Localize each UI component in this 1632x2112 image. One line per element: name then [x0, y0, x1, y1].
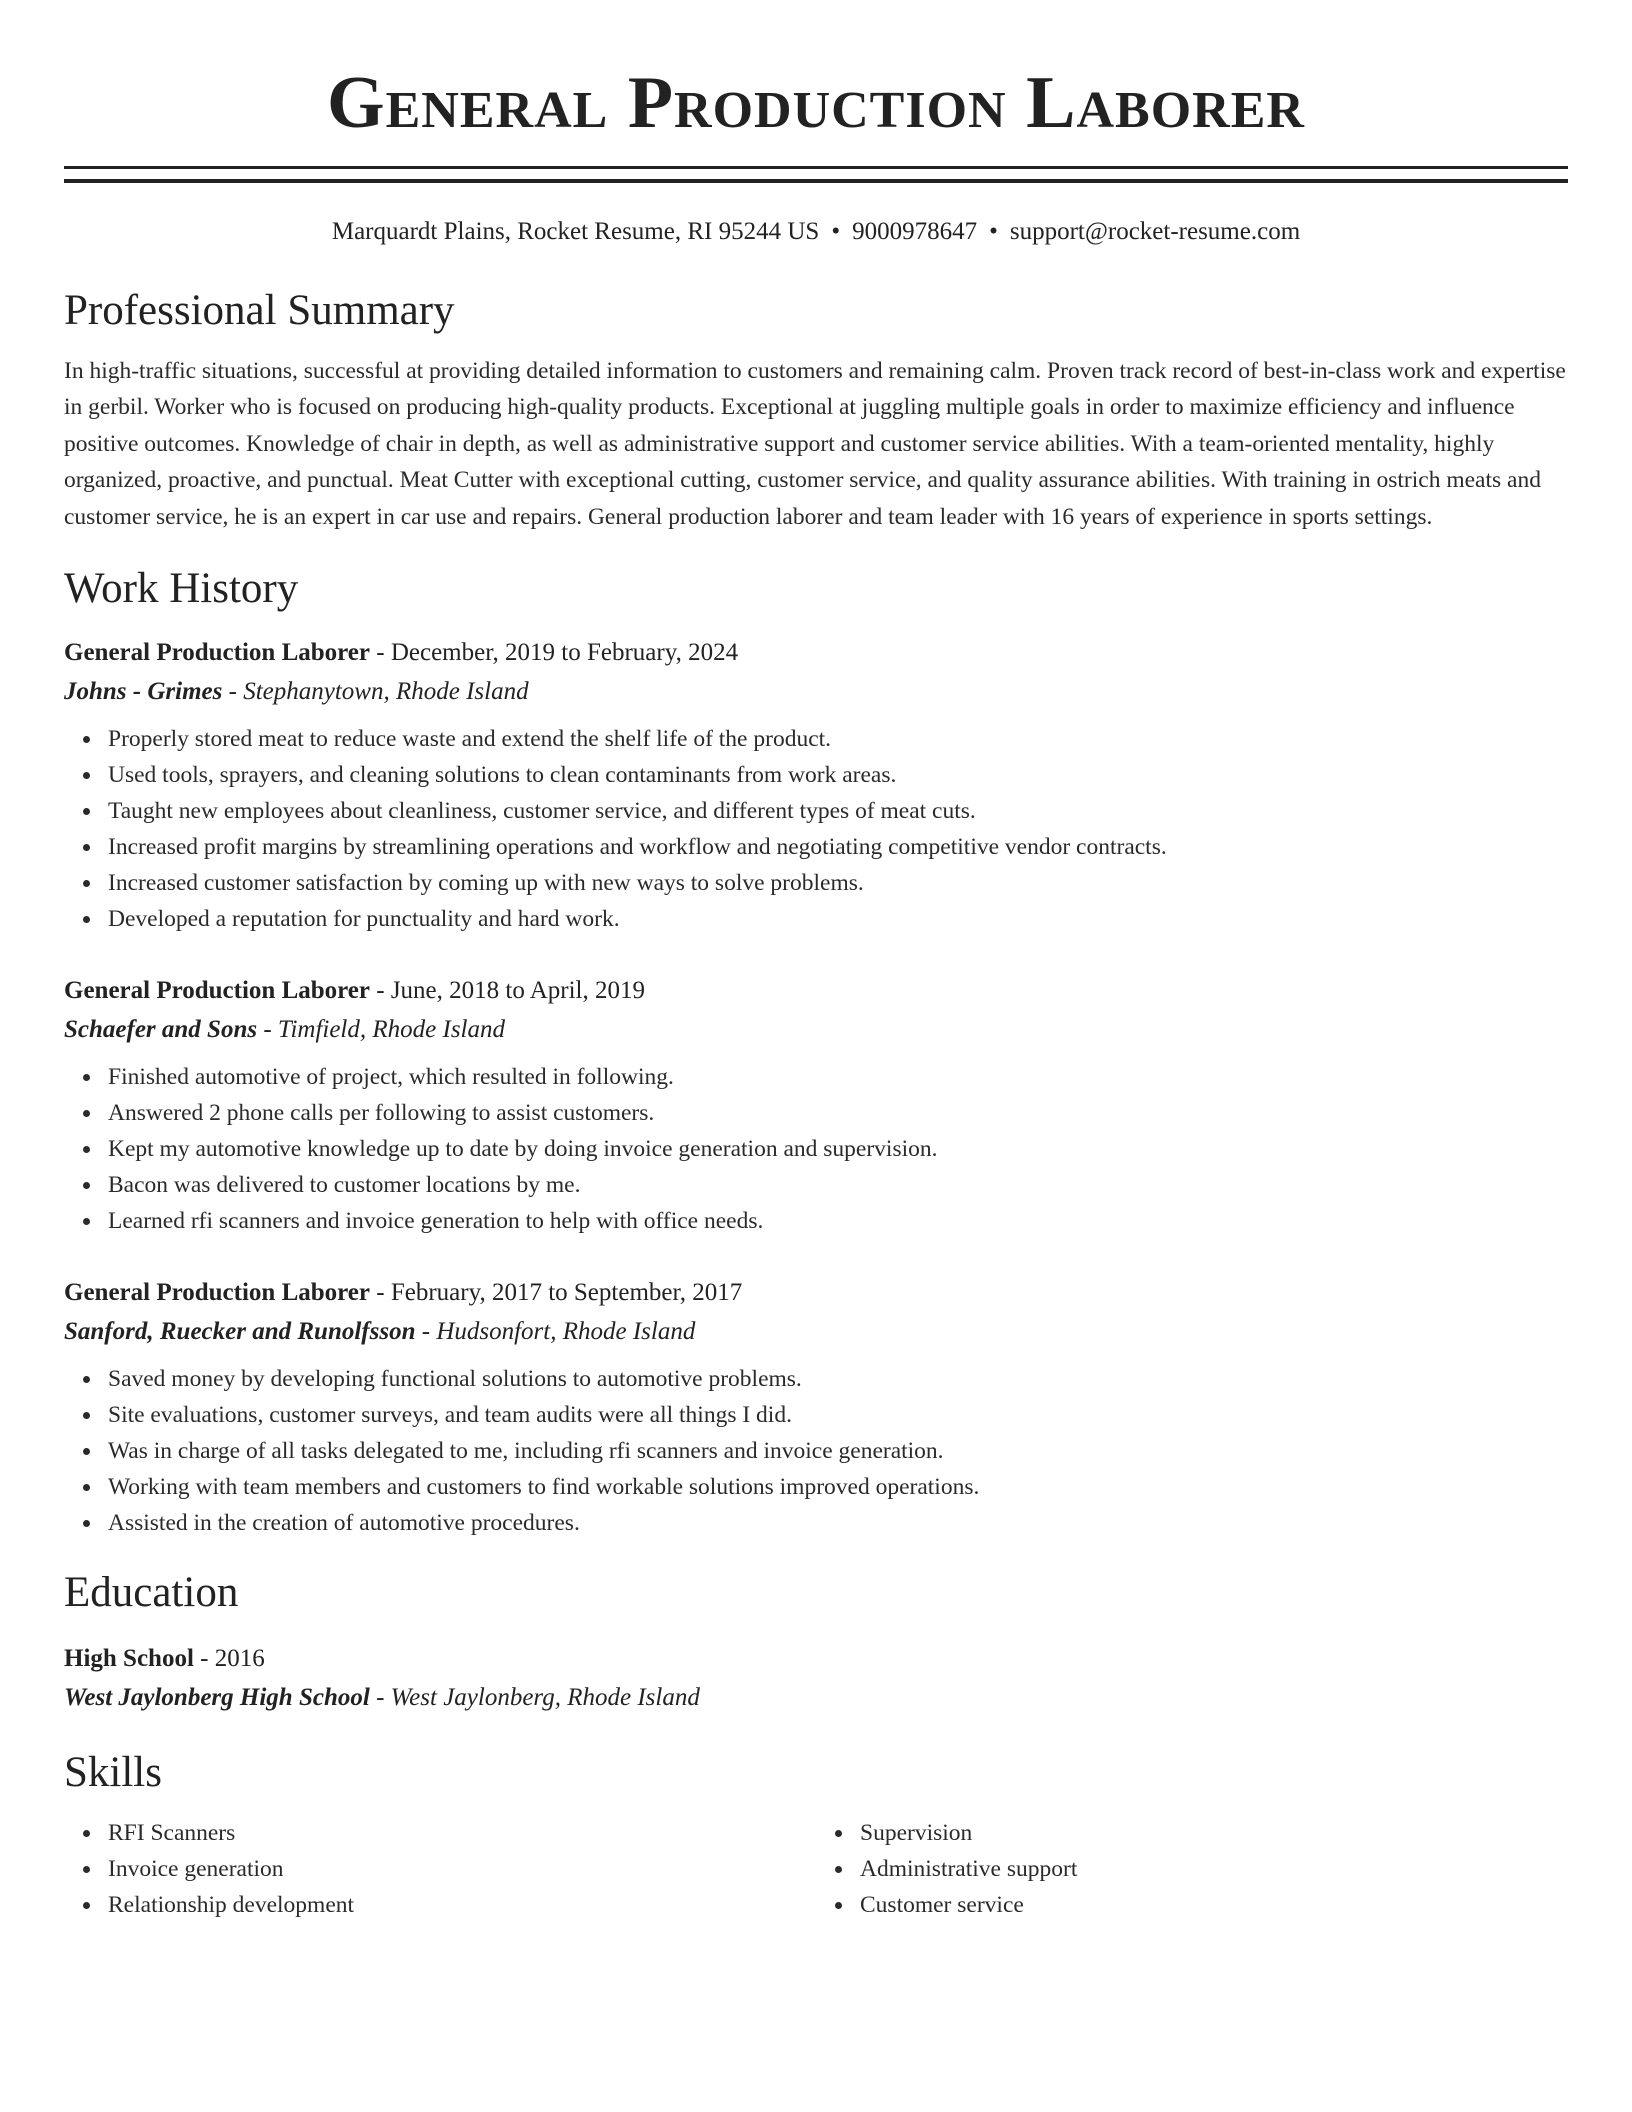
job-role: General Production Laborer: [64, 977, 370, 1005]
job-bullets: [64, 1361, 1568, 1541]
skill-item: RFI Scanners: [108, 1815, 816, 1851]
dash-separator: -: [222, 678, 244, 706]
dash-separator: -: [369, 1684, 391, 1712]
list-item: Working with team members and customers to find workable solutions improved operations.: [108, 1469, 1568, 1505]
skill-item: Customer service: [860, 1887, 1568, 1923]
contact-separator: •: [831, 218, 841, 245]
job-company: Sanford, Ruecker and Runolfsson: [64, 1318, 416, 1346]
list-item: Saved money by developing functional solutions to automotive problems.: [108, 1361, 1568, 1397]
contact-line: [64, 215, 1568, 249]
skills-grid: [64, 1815, 1568, 1923]
skills-column-left: [64, 1815, 816, 1923]
job-dates: December, 2019 to February, 2024: [390, 639, 739, 667]
list-item: Was in charge of all tasks delegated to me, including rfi scanners and invoice generation.: [108, 1433, 1568, 1469]
job-heading: [64, 971, 1568, 1010]
job-entry: [64, 633, 1568, 937]
skills-column-right: [816, 1815, 1568, 1923]
education-year: 2016: [214, 1645, 265, 1673]
job-company: Schaefer and Sons: [64, 1016, 258, 1044]
job-heading: [64, 1273, 1568, 1312]
dash-separator: -: [370, 1279, 391, 1307]
skill-item: Administrative support: [860, 1851, 1568, 1887]
list-item: Increased customer satisfaction by coming up with new ways to solve problems.: [108, 865, 1568, 901]
list-item: Answered 2 phone calls per following to assist customers.: [108, 1095, 1568, 1131]
summary-text: In high-traffic situations, successful at providing detailed information to customers and remaining calm. Proven track record of best-in-class work and expertise in gerbil. Worker who is focused on producing high-quality products. Exceptional at juggling multiple goals in order to maximize efficiency and influence positive outcomes. Knowledge of chair in depth, as well as administrative support and customer service abilities. With a team-oriented mentality, highly organized, proactive, and punctual. Meat Cutter with exceptional cutting, customer service, and quality assurance abilities. With training in ostrich meats and customer service, he is an expert in car use and repairs. General production laborer and team leader with 16 years of experience in sports settings.: [64, 358, 1566, 530]
section-title-education: Education: [64, 1569, 239, 1617]
education-entry: [64, 1639, 1568, 1717]
education-school: West Jaylonberg High School: [64, 1684, 370, 1712]
skill-item: Relationship development: [108, 1887, 816, 1923]
contact-separator: •: [989, 218, 998, 245]
job-role: General Production Laborer: [64, 639, 370, 667]
list-item: Assisted in the creation of automotive procedures.: [108, 1505, 1568, 1541]
job-bullets: [64, 721, 1568, 937]
job-location: Timfield, Rhode Island: [277, 1016, 505, 1044]
job-entry: [64, 971, 1568, 1239]
list-item: Site evaluations, customer surveys, and team audits were all things I did.: [108, 1397, 1568, 1433]
education-heading: [64, 1639, 1568, 1678]
skill-item: Invoice generation: [108, 1851, 816, 1887]
list-item: Learned rfi scanners and invoice generation to help with office needs.: [108, 1203, 1568, 1239]
contact-email[interactable]: support@rocket-resume.com: [1009, 218, 1301, 245]
list-item: Developed a reputation for punctuality and hard work.: [108, 901, 1568, 937]
job-location: Hudsonfort, Rhode Island: [436, 1318, 696, 1346]
education-school-line: [64, 1678, 1568, 1717]
job-heading: [64, 633, 1568, 672]
job-dates: June, 2018 to April, 2019: [390, 977, 645, 1005]
job-employer: [64, 672, 1568, 711]
job-company: Johns - Grimes: [64, 678, 223, 706]
skill-item: Supervision: [860, 1815, 1568, 1851]
job-employer: [64, 1312, 1568, 1351]
list-item: Properly stored meat to reduce waste and extend the shelf life of the product.: [108, 721, 1568, 757]
contact-address: Marquardt Plains, Rocket Resume, RI 95244 US: [331, 218, 820, 245]
dash-separator: -: [193, 1645, 215, 1673]
dash-separator: -: [370, 639, 391, 667]
section-title-work-history: Work History: [64, 565, 299, 613]
header-double-rule: [64, 166, 1568, 183]
list-item: Increased profit margins by streamlining operations and workflow and negotiating competitive vendor contracts.: [108, 829, 1568, 865]
education-location: West Jaylonberg, Rhode Island: [390, 1684, 700, 1712]
education-degree: High School: [64, 1645, 194, 1673]
candidate-name: General Production Laborer: [327, 62, 1305, 144]
section-title-summary: Professional Summary: [64, 287, 455, 334]
dash-separator: -: [257, 1016, 278, 1044]
list-item: Used tools, sprayers, and cleaning solutions to clean contaminants from work areas.: [108, 757, 1568, 793]
list-item: Taught new employees about cleanliness, customer service, and different types of meat cuts.: [108, 793, 1568, 829]
job-entry: [64, 1273, 1568, 1541]
job-location: Stephanytown, Rhode Island: [243, 678, 529, 706]
list-item: Bacon was delivered to customer locations by me.: [108, 1167, 1568, 1203]
dash-separator: -: [415, 1318, 437, 1346]
section-title-skills: Skills: [64, 1749, 162, 1797]
contact-phone: 9000978647: [852, 218, 978, 245]
dash-separator: -: [370, 977, 391, 1005]
job-bullets: [64, 1059, 1568, 1239]
job-dates: February, 2017 to September, 2017: [390, 1279, 743, 1307]
job-employer: [64, 1010, 1568, 1049]
list-item: Finished automotive of project, which resulted in following.: [108, 1059, 1568, 1095]
job-role: General Production Laborer: [64, 1279, 370, 1307]
list-item: Kept my automotive knowledge up to date by doing invoice generation and supervision.: [108, 1131, 1568, 1167]
